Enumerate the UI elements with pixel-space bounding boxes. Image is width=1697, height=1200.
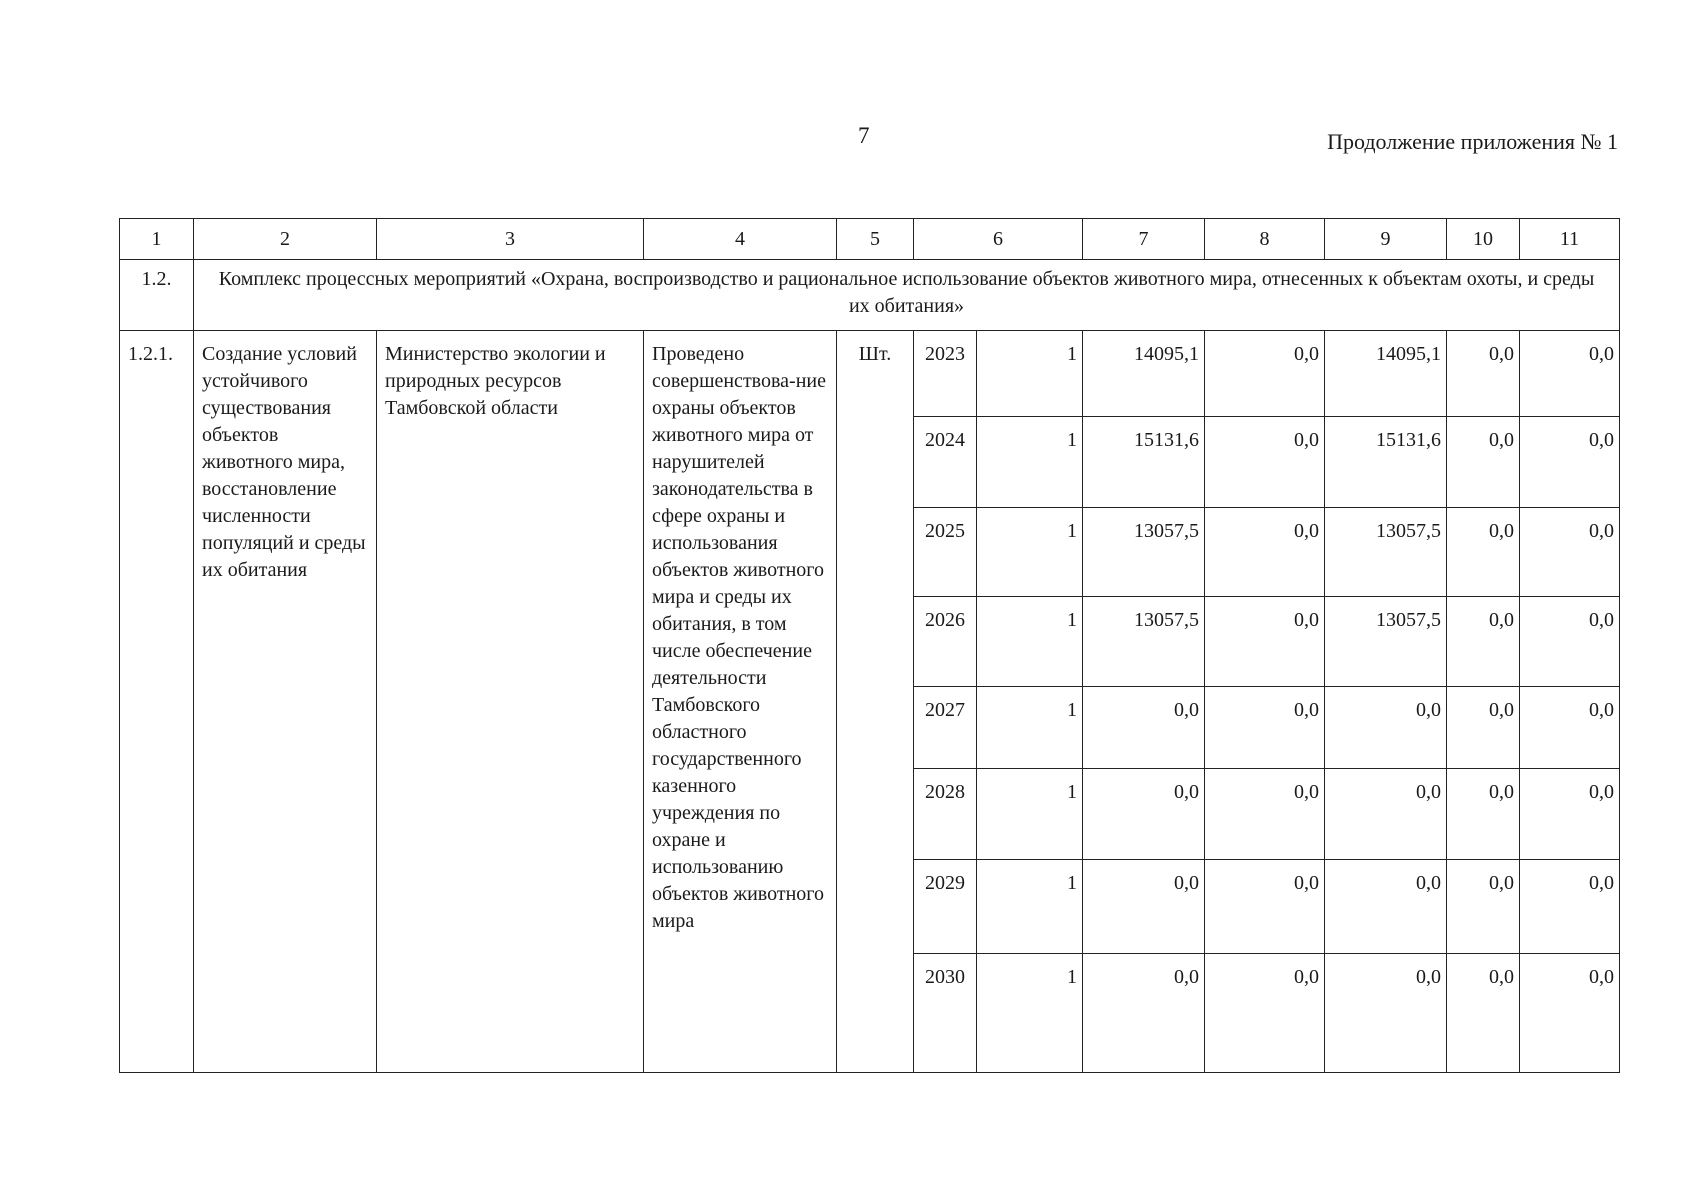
row-value-col9: 0,0: [1325, 860, 1447, 954]
row-value-col6: 1: [977, 597, 1083, 687]
row-year: 2029: [914, 860, 977, 954]
row-value-col11: 0,0: [1520, 331, 1620, 417]
row-value-col7: 13057,5: [1083, 508, 1205, 597]
row-value-col9: 0,0: [1325, 769, 1447, 860]
row-value-col7: 13057,5: [1083, 597, 1205, 687]
row-value-col6: 1: [977, 769, 1083, 860]
row-value-col9: 13057,5: [1325, 508, 1447, 597]
item-unit: Шт.: [837, 331, 914, 1073]
row-value-col11: 0,0: [1520, 508, 1620, 597]
row-value-col9: 15131,6: [1325, 417, 1447, 508]
row-value-col6: 1: [977, 508, 1083, 597]
row-value-col6: 1: [977, 954, 1083, 1073]
page-number: 7: [858, 123, 870, 148]
row-value-col8: 0,0: [1205, 417, 1325, 508]
row-value-col9: 14095,1: [1325, 331, 1447, 417]
row-year: 2028: [914, 769, 977, 860]
row-value-col11: 0,0: [1520, 954, 1620, 1073]
column-number-5: 5: [837, 219, 914, 260]
column-number-8: 8: [1205, 219, 1325, 260]
row-value-col10: 0,0: [1447, 508, 1520, 597]
row-value-col10: 0,0: [1447, 769, 1520, 860]
row-value-col9: 0,0: [1325, 954, 1447, 1073]
row-value-col11: 0,0: [1520, 860, 1620, 954]
row-value-col11: 0,0: [1520, 769, 1620, 860]
row-value-col8: 0,0: [1205, 954, 1325, 1073]
item-executor: Министерство экологии и природных ресурсов Тамбовской области: [377, 331, 644, 1073]
column-number-9: 9: [1325, 219, 1447, 260]
section-number: 1.2.: [120, 260, 194, 331]
row-value-col6: 1: [977, 860, 1083, 954]
row-value-col8: 0,0: [1205, 687, 1325, 769]
item-name: Создание условий устойчивого существования объектов животного мира, восстановление численности популяций и среды их обитания: [194, 331, 377, 1073]
row-year: 2026: [914, 597, 977, 687]
row-value-col10: 0,0: [1447, 597, 1520, 687]
row-value-col11: 0,0: [1520, 597, 1620, 687]
row-value-col8: 0,0: [1205, 769, 1325, 860]
item-result: Проведено совершенствова-ние охраны объектов животного мира от нарушителей законодательства в сфере охраны и использования объектов животного мира и среды их обитания, в том числе обеспечение деятельности Тамбовского областного государственного казенного учреждения по охране и использованию объектов животного мира: [644, 331, 837, 1073]
row-value-col11: 0,0: [1520, 687, 1620, 769]
column-number-3: 3: [377, 219, 644, 260]
row-value-col10: 0,0: [1447, 954, 1520, 1073]
row-value-col11: 0,0: [1520, 417, 1620, 508]
row-year: 2030: [914, 954, 977, 1073]
column-number-6: 6: [914, 219, 1083, 260]
section-title: Комплекс процессных мероприятий «Охрана, воспроизводство и рациональное использование объектов животного мира, отнесенных к объектам охоты, и среды их обитания»: [194, 260, 1620, 331]
row-value-col10: 0,0: [1447, 417, 1520, 508]
program-table: [119, 218, 1620, 1073]
row-value-col7: 0,0: [1083, 954, 1205, 1073]
section-row: [120, 260, 1620, 331]
column-number-2: 2: [194, 219, 377, 260]
row-value-col9: 13057,5: [1325, 597, 1447, 687]
row-value-col10: 0,0: [1447, 331, 1520, 417]
row-year: 2027: [914, 687, 977, 769]
column-number-4: 4: [644, 219, 837, 260]
row-value-col6: 1: [977, 417, 1083, 508]
column-number-11: 11: [1520, 219, 1620, 260]
row-value-col8: 0,0: [1205, 860, 1325, 954]
row-value-col10: 0,0: [1447, 687, 1520, 769]
column-number-row: [120, 219, 1620, 260]
appendix-note: Продолжение приложения № 1: [1327, 129, 1618, 154]
column-number-10: 10: [1447, 219, 1520, 260]
row-value-col7: 0,0: [1083, 769, 1205, 860]
row-value-col7: 15131,6: [1083, 417, 1205, 508]
item-number: 1.2.1.: [120, 331, 194, 1073]
row-value-col8: 0,0: [1205, 597, 1325, 687]
row-year: 2023: [914, 331, 977, 417]
row-value-col7: 14095,1: [1083, 331, 1205, 417]
column-number-7: 7: [1083, 219, 1205, 260]
row-year: 2025: [914, 508, 977, 597]
row-value-col9: 0,0: [1325, 687, 1447, 769]
row-value-col6: 1: [977, 331, 1083, 417]
row-value-col10: 0,0: [1447, 860, 1520, 954]
row-value-col8: 0,0: [1205, 508, 1325, 597]
table-row: [120, 331, 1620, 417]
row-value-col8: 0,0: [1205, 331, 1325, 417]
row-value-col6: 1: [977, 687, 1083, 769]
row-year: 2024: [914, 417, 977, 508]
row-value-col7: 0,0: [1083, 860, 1205, 954]
row-value-col7: 0,0: [1083, 687, 1205, 769]
column-number-1: 1: [120, 219, 194, 260]
